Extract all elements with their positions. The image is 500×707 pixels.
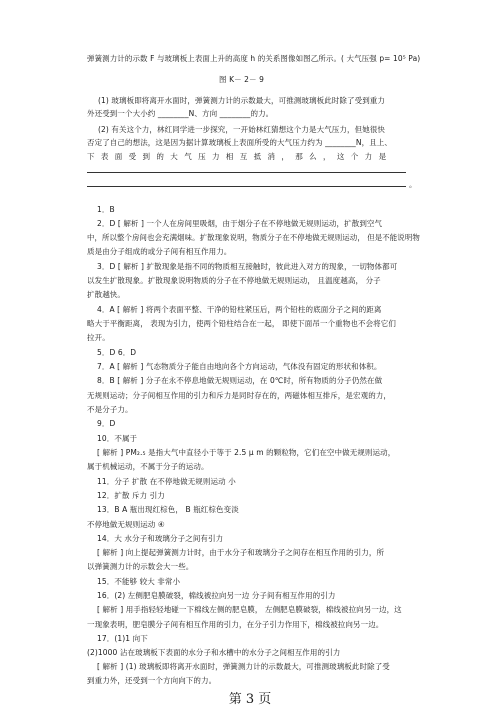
question-2-end-mark: 。 bbox=[409, 180, 417, 189]
answer-line: 到重力外，还受到一个方向向下的力。 bbox=[87, 676, 217, 685]
answer-line: 一现象表明，肥皂膜分子间有相互作用的引力，在分子引力作用下，棉线被拉向另一边。 bbox=[87, 620, 384, 629]
answer-line: 不是分子力。 bbox=[87, 405, 133, 414]
question-1-line-b: 外还受到一个大小约 ________N、方向 ________的力。 bbox=[87, 109, 274, 118]
question-2-line-c: 下 表 面 受 到 的 大 气 压 力 相 互 抵 消 ， 那 么 ， 这 个 力 是 bbox=[87, 152, 389, 161]
page-number: 第 3 页 bbox=[228, 692, 272, 707]
answer-line: 13．B A 瓶出现红棕色， B 瓶红棕色变淡 bbox=[97, 505, 239, 514]
answer-line: 拉开。 bbox=[87, 333, 110, 342]
figure-caption: 图 K－ 2－ 9 bbox=[219, 75, 265, 84]
answer-line: 中，所以整个房间也会充满烟味。扩散现象说明，物质分子在不停地做无规则运动， 但是不能说明物 bbox=[87, 233, 420, 242]
answer-line: [ 解析 ] PM₂.₅ 是指大气中直径小于等于 2.5 μ m 的颗粒物，它们在空中做无规则运动， bbox=[97, 448, 396, 457]
answer-line: [ 解析 ] 用手指轻轻地碰一下棉线左侧的肥皂膜， 左侧肥皂膜破裂，棉线被拉向另一边，这 bbox=[97, 605, 402, 614]
answer-line: [ 解析 ] (1) 玻璃板即将离开水面时，弹簧测力计的示数最大，可推测玻璃板此时除了受 bbox=[97, 662, 390, 671]
answer-line: 17．(1)1 向下 bbox=[97, 634, 148, 643]
answer-line: 14．大 水分子和玻璃分子之间有引力 bbox=[97, 534, 224, 543]
answer-blank-line-1 bbox=[87, 172, 406, 173]
answer-line: 11．分子 扩散 在不停地做无规则运动 小 bbox=[97, 477, 236, 486]
answer-line: 2．D [ 解析 ] 一个人在房间里吸烟，由于烟分子在不停地做无规则运动，扩散到空气 bbox=[97, 219, 383, 228]
question-1-line-a: (1) 玻璃板即将离开水面时，弹簧测力计的示数最大，可推测玻璃板此时除了受到重力 bbox=[98, 96, 386, 105]
answer-line: 不停地做无规则运动 ④ bbox=[87, 520, 165, 529]
intro-line: 弹簧测力计的示数 F 与玻璃板上表面上升的高度 h 的关系图像如图乙所示。( 大气压强 p= 10⁵ Pa) bbox=[87, 54, 421, 63]
answer-line: (2)1000 沾在玻璃板下表面的水分子和水槽中的水分子之间相互作用的引力 bbox=[87, 648, 341, 657]
answer-line: 7．A [ 解析 ] 气态物质分子能自由地向各个方向运动，气体没有固定的形状和体积。 bbox=[97, 362, 382, 371]
answer-line: 以弹簧测力计的示数会大一些。 bbox=[87, 562, 194, 571]
answer-blank-line-2 bbox=[87, 186, 406, 187]
answer-line: 1．B bbox=[97, 205, 115, 214]
answer-line: 5．D 6．D bbox=[97, 348, 137, 357]
question-2-line-b: 否定了自己的想法，这是因为据计算玻璃板上表面所受的大气压力约为 ________N，且上、 bbox=[87, 138, 392, 147]
answer-line: 略大于平衡距离， 表现为引力，使两个铅柱结合在一起， 即使下面吊一个重物也不会将它们 bbox=[87, 319, 396, 328]
answer-line: 12．扩散 斥力 引力 bbox=[97, 491, 165, 500]
question-2-line-a: (2) 有关这个力，林红同学进一步探究，一开始林红猜想这个力是大气压力，但她很快 bbox=[98, 125, 386, 134]
answer-line: 无规则运动；分子间相互作用的引力和斥力是同时存在的，两磁体相互排斥，是宏观的力， bbox=[87, 391, 391, 400]
answer-line: 9．D bbox=[97, 419, 116, 428]
answer-line: 4．A [ 解析 ] 将两个表面平整、干净的铅柱紧压后，两个铅柱的底面分子之间的距离 bbox=[97, 305, 382, 314]
answer-line: 质是由分子组成的或分子间有相互作用力。 bbox=[87, 247, 232, 256]
answer-line: 15．不能够 较大 非常小 bbox=[97, 577, 181, 586]
answer-line: 扩散越快。 bbox=[87, 290, 125, 299]
answer-line: 10．不属于 bbox=[97, 434, 138, 443]
answer-line: 3．D [ 解析 ] 扩散现象是指不同的物质相互接触时，彼此进入对方的现象，一切物体都可 bbox=[97, 262, 398, 271]
answer-line: 16．(2) 左侧肥皂膜破裂，棉线被拉向另一边 分子间有相互作用的引力 bbox=[97, 591, 336, 600]
answer-line: 以发生扩散现象。扩散现象说明物质的分子在不停地做无规则运动， 且温度越高， 分子 bbox=[87, 276, 381, 285]
answer-line: 属于机械运动，不属于分子的运动。 bbox=[87, 462, 209, 471]
answer-line: [ 解析 ] 向上提起弹簧测力计时，由于水分子和玻璃分子之间存在相互作用的引力，所 bbox=[97, 548, 385, 557]
answer-line: 8．B [ 解析 ] 分子在永不停息地做无规则运动，在 0℃时，所有物质的分子仍然在做 bbox=[97, 376, 383, 385]
